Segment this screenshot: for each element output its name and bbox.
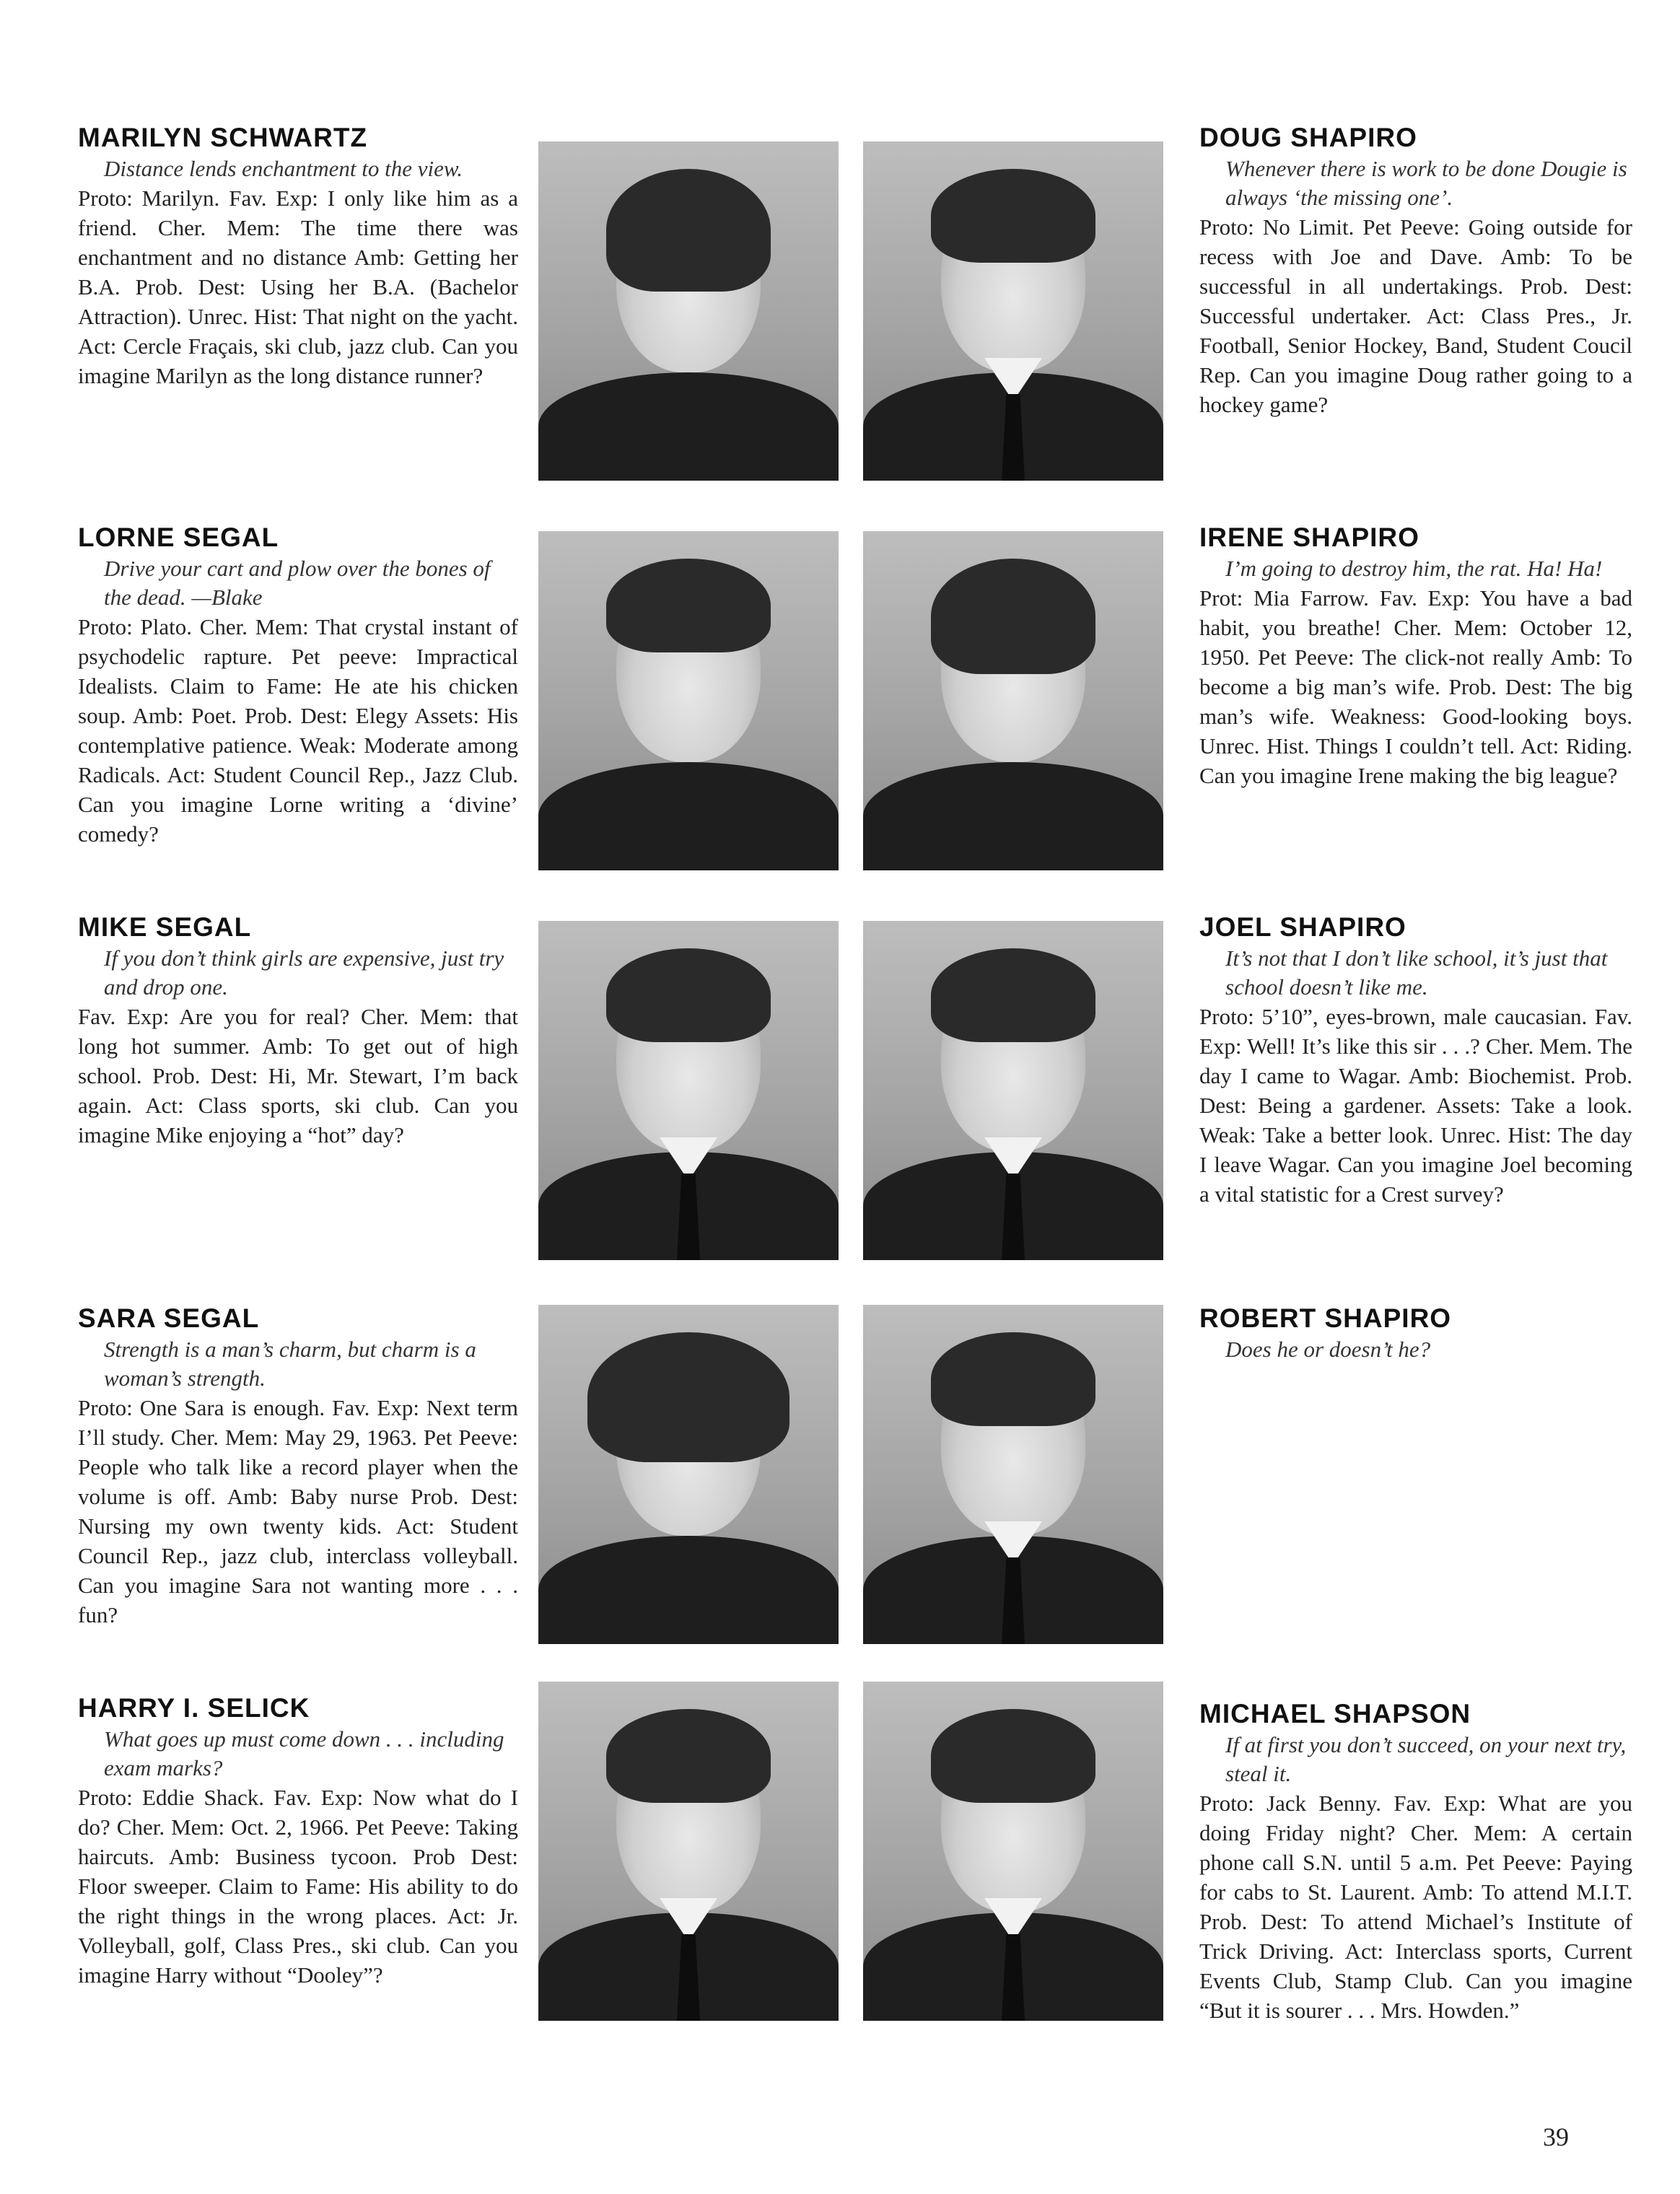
student-name: MIKE SEGAL [78, 912, 252, 942]
student-bio: Fav. Exp: Are you for real? Cher. Mem: that long hot summer. Amb: To get out of high school. Prob. Dest: Hi, Mr. Stewart, I’m back again. Act: Class sports, ski club. Can you imagine Mike enjoying a “hot” day? [78, 1004, 518, 1148]
entry-joel-shapiro [1199, 912, 1632, 1209]
portrait-photo-sara-segal [538, 1305, 839, 1644]
portrait-photo-robert-shapiro [863, 1305, 1163, 1644]
student-name: LORNE SEGAL [78, 523, 279, 552]
student-bio: Prot: Mia Farrow. Fav. Exp: You have a bad habit, you breathe! Cher. Mem: October 12, 1950. Pet Peeve: The click-not really Amb: To become a big man’s wife. Prob. Dest: The big man’s wife. Weakness: Good-looking boys. Unrec. Hist. Things I couldn’t tell. Act: Riding. Can you imagine Irene making the big league? [1199, 585, 1632, 788]
student-name: HARRY I. SELICK [78, 1693, 310, 1723]
student-name: IRENE SHAPIRO [1199, 523, 1419, 552]
student-name: ROBERT SHAPIRO [1199, 1303, 1452, 1333]
entry-lorne-segal [78, 523, 518, 849]
student-quote: What goes up must come down . . . including exam marks? [104, 1726, 504, 1780]
portrait-photo-mike-segal [538, 921, 839, 1260]
portrait-photo-michael-shapson [863, 1682, 1163, 2021]
student-quote: Does he or doesn’t he? [1225, 1337, 1431, 1362]
student-bio: Proto: 5’10”, eyes-brown, male caucasian. Fav. Exp: Well! It’s like this sir . . .? Cher. Mem. The day I came to Wagar. Amb: Biochemist. Prob. Dest: Being a gardener. Assets: Take a look. Weak: Take a better look. Unrec. Hist: The day I leave Wagar. Can you imagine Joel becoming a vital statistic for a Crest survey? [1199, 1004, 1632, 1207]
student-quote: It’s not that I don’t like school, it’s just that school doesn’t like me. [1225, 945, 1608, 1000]
portrait-photo-lorne-segal [538, 531, 839, 870]
portrait-photo-doug-shapiro [863, 141, 1163, 481]
student-name: MARILYN SCHWARTZ [78, 123, 368, 152]
student-bio: Proto: One Sara is enough. Fav. Exp: Next term I’ll study. Cher. Mem: May 29, 1963. Pet Peeve: People who talk like a record player when the volume is off. Amb: Baby nurse Prob. Dest: Nursing my own twenty kids. Act: Student Council Rep., jazz club, interclass volleyball. Can you imagine Sara not wanting more . . . fun? [78, 1395, 518, 1627]
entry-sara-segal [78, 1303, 518, 1630]
student-quote: Drive your cart and plow over the bones of the dead. —Blake [104, 556, 491, 610]
student-quote: If you don’t think girls are expensive, just try and drop one. [104, 945, 504, 1000]
portrait-photo-irene-shapiro [863, 531, 1163, 870]
student-bio: Proto: Marilyn. Fav. Exp: I only like him as a friend. Cher. Mem: The time there was enchantment and no distance Amb: Getting her B.A. Prob. Dest: Using her B.A. (Bachelor Attraction). Unrec. Hist: That night on the yacht. Act: Cercle Fraçais, ski club, jazz club. Can you imagine Marilyn as the long distance runner? [78, 185, 518, 388]
entry-robert-shapiro [1199, 1303, 1632, 1364]
student-bio: Proto: Plato. Cher. Mem: That crystal instant of psychodelic rapture. Pet peeve: Impractical Idealists. Claim to Fame: He ate his chicken soup. Amb: Poet. Prob. Dest: Elegy Assets: His contemplative patience. Weak: Moderate among Radicals. Act: Student Council Rep., Jazz Club. Can you imagine Lorne writing a ‘divine’ comedy? [78, 614, 518, 847]
student-quote: Strength is a man’s charm, but charm is a woman’s strength. [104, 1337, 476, 1391]
student-name: JOEL SHAPIRO [1199, 912, 1406, 942]
entry-harry-selick [78, 1693, 518, 1990]
student-quote: Distance lends enchantment to the view. [104, 156, 463, 181]
student-quote: I’m going to destroy him, the rat. Ha! Ha! [1225, 556, 1603, 581]
entry-irene-shapiro [1199, 523, 1632, 790]
student-name: SARA SEGAL [78, 1303, 260, 1333]
student-bio: Proto: Jack Benny. Fav. Exp: What are you doing Friday night? Cher. Mem: A certain phone call S.N. until 5 a.m. Pet Peeve: Paying for cabs to St. Laurent. Amb: To attend M.I.T. Prob. Dest: To attend Michael’s Institute of Trick Driving. Act: Interclass sports, Current Events Club, Stamp Club. Can you imagine “But it is sourer . . . Mrs. Howden.” [1199, 1791, 1632, 2023]
entry-mike-segal [78, 912, 518, 1150]
student-bio: Proto: Eddie Shack. Fav. Exp: Now what do I do? Cher. Mem: Oct. 2, 1966. Pet Peeve: Taking haircuts. Amb: Business tycoon. Prob Dest: Floor sweeper. Claim to Fame: His ability to do the right things in the wrong places. Act: Jr. Volleyball, golf, Class Pres., ski club. Can you imagine Harry without “Dooley”? [78, 1785, 518, 1988]
student-name: DOUG SHAPIRO [1199, 123, 1417, 152]
student-quote: If at first you don’t succeed, on your next try, steal it. [1225, 1732, 1627, 1786]
entry-marilyn-schwartz [78, 123, 518, 390]
student-name: MICHAEL SHAPSON [1199, 1699, 1471, 1728]
entry-michael-shapson [1199, 1699, 1632, 2025]
student-quote: Whenever there is work to be done Dougie is always ‘the missing one’. [1225, 156, 1627, 210]
portrait-photo-joel-shapiro [863, 921, 1163, 1260]
page-number: 39 [1543, 2123, 1569, 2151]
portrait-photo-harry-selick [538, 1682, 839, 2021]
entry-doug-shapiro [1199, 123, 1632, 419]
portrait-photo-marilyn-schwartz [538, 141, 839, 481]
student-bio: Proto: No Limit. Pet Peeve: Going outside for recess with Joe and Dave. Amb: To be successful in all undertakings. Prob. Dest: Successful undertaker. Act: Class Pres., Jr. Football, Senior Hockey, Band, Student Coucil Rep. Can you imagine Doug rather going to a hockey game? [1199, 214, 1632, 417]
